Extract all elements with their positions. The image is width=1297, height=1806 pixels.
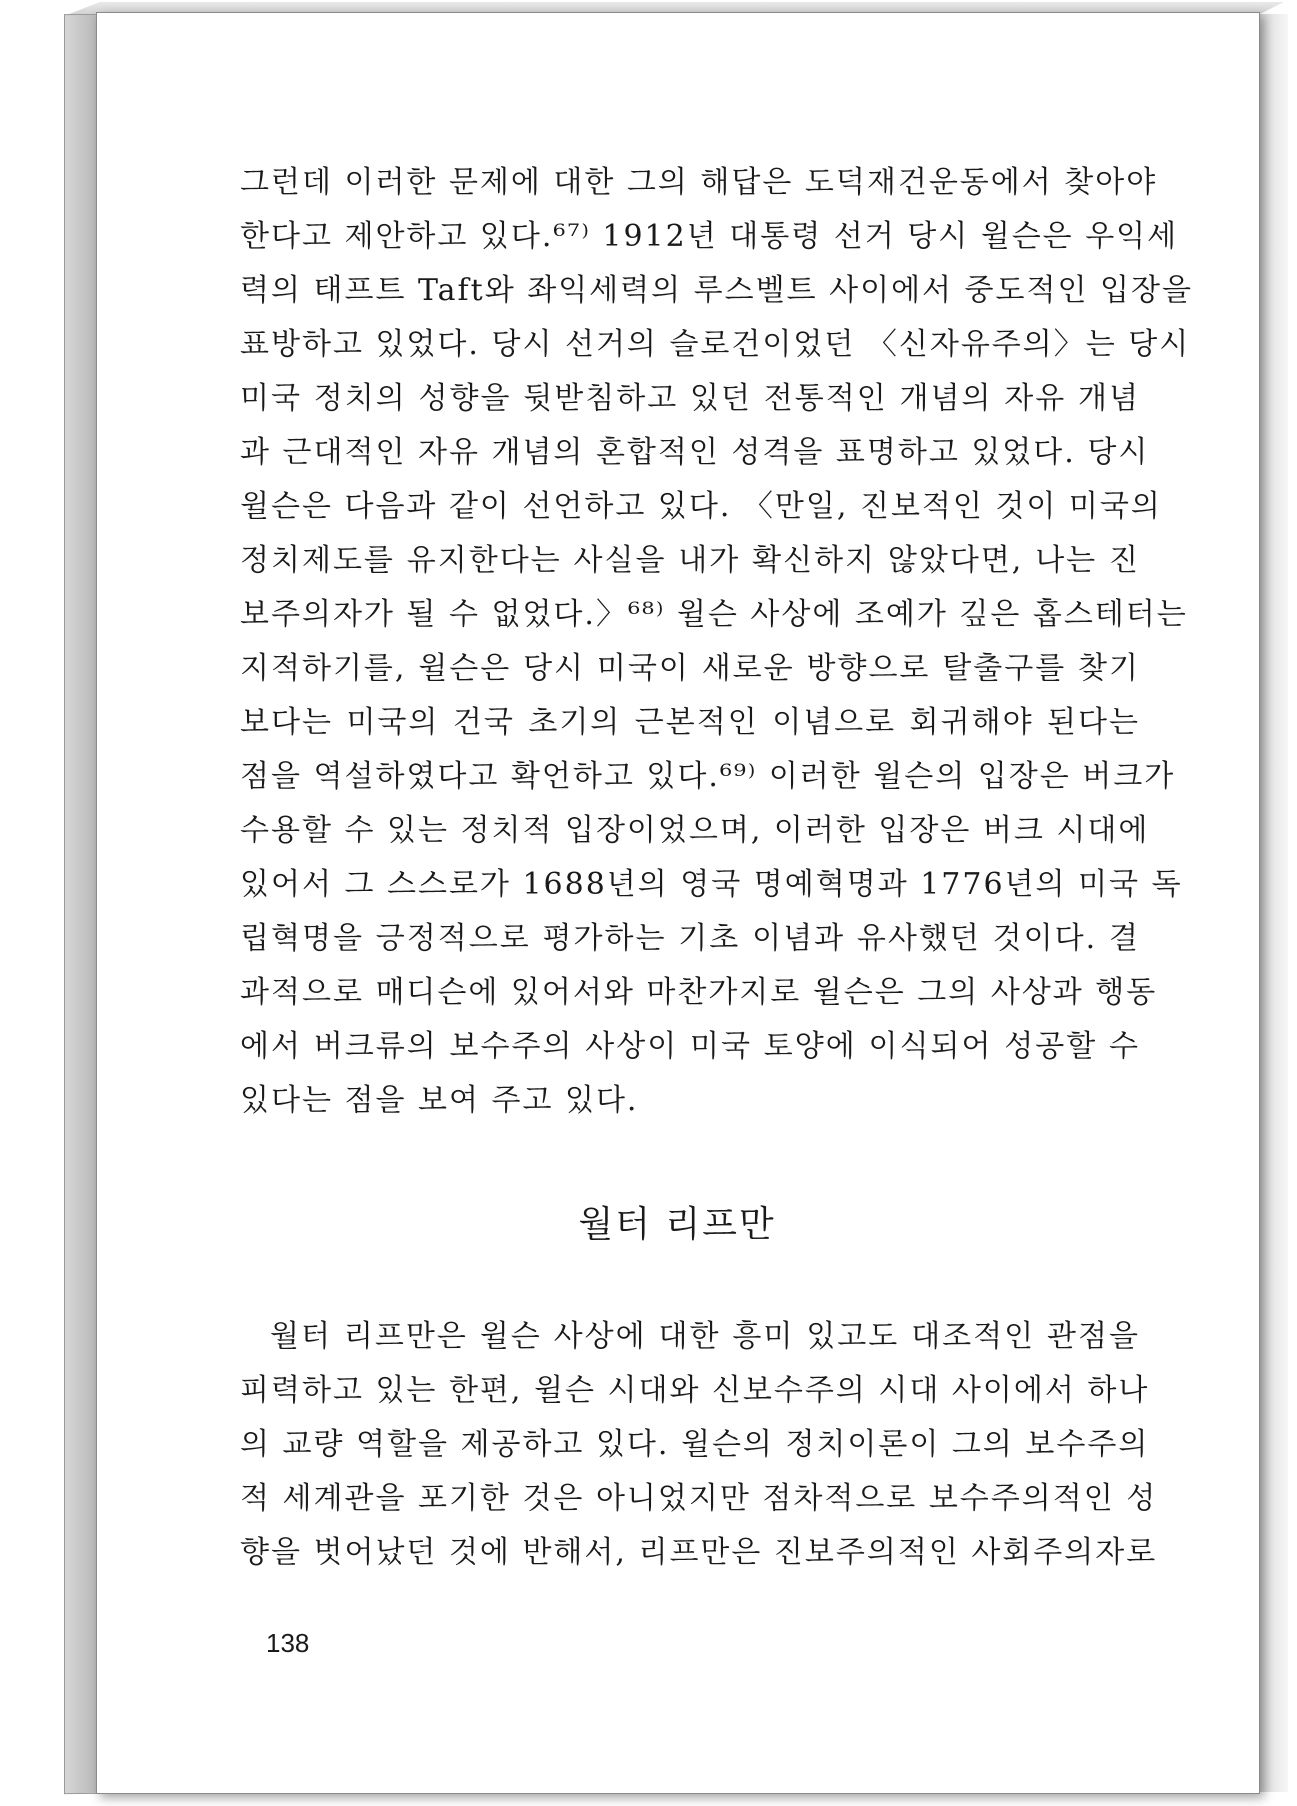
text-line: 과적으로 매디슨에 있어서와 마찬가지로 윌슨은 그의 사상과 행동 — [240, 975, 1158, 1010]
text-line: 피력하고 있는 한편, 윌슨 시대와 신보수주의 시대 사이에서 하나 — [240, 1373, 1150, 1408]
paragraph-1 — [240, 156, 1193, 1128]
text-line: 력의 태프트 Taft와 좌익세력의 루스벨트 사이에서 중도적인 입장을 — [240, 273, 1193, 308]
text-line: 윌슨은 다음과 같이 선언하고 있다. 〈만일, 진보적인 것이 미국의 — [240, 489, 1162, 524]
page-edge-shadow — [1258, 14, 1288, 1792]
text-line: 점을 역설하였다고 확언하고 있다.⁶⁹⁾ 이러한 윌슨의 입장은 버크가 — [240, 759, 1176, 794]
text-line: 미국 정치의 성향을 뒷받침하고 있던 전통적인 개념의 자유 개념 — [240, 381, 1140, 416]
page-number: 138 — [266, 1628, 310, 1658]
text-line: 과 근대적인 자유 개념의 혼합적인 성격을 표명하고 있었다. 당시 — [240, 435, 1150, 470]
text-line: 수용할 수 있는 정치적 입장이었으며, 이러한 입장은 버크 시대에 — [240, 813, 1150, 848]
text-line: 의 교량 역할을 제공하고 있다. 윌슨의 정치이론이 그의 보수주의 — [240, 1427, 1150, 1462]
section-heading: 월터 리프만 — [578, 1204, 776, 1245]
text-line: 한다고 제안하고 있다.⁶⁷⁾ 1912년 대통령 선거 당시 윌슨은 우익세 — [240, 219, 1179, 254]
text-line: 향을 벗어났던 것에 반해서, 리프만은 진보주의적인 사회주의자로 — [240, 1535, 1158, 1570]
book-spine — [64, 14, 99, 1794]
text-line: 월터 리프만은 윌슨 사상에 대한 흥미 있고도 대조적인 관점을 — [270, 1319, 1140, 1354]
text-line: 적 세계관을 포기한 것은 아니었지만 점차적으로 보수주의적인 성 — [240, 1481, 1158, 1516]
text-line: 보주의자가 될 수 없었다.〉⁶⁸⁾ 윌슨 사상에 조예가 깊은 홉스테터는 — [240, 597, 1188, 632]
text-line: 있다는 점을 보여 주고 있다. — [240, 1083, 639, 1118]
text-line: 있어서 그 스스로가 1688년의 영국 명예혁명과 1776년의 미국 독 — [240, 867, 1183, 902]
paragraph-2 — [240, 1310, 1158, 1580]
text-line: 정치제도를 유지한다는 사실을 내가 확신하지 않았다면, 나는 진 — [240, 543, 1140, 578]
text-line: 에서 버크류의 보수주의 사상이 미국 토양에 이식되어 성공할 수 — [240, 1029, 1140, 1064]
text-line: 지적하기를, 윌슨은 당시 미국이 새로운 방향으로 탈출구를 찾기 — [240, 651, 1140, 686]
text-line: 그런데 이러한 문제에 대한 그의 해답은 도덕재건운동에서 찾아야 — [240, 165, 1158, 200]
text-line: 보다는 미국의 건국 초기의 근본적인 이념으로 회귀해야 된다는 — [240, 705, 1140, 740]
text-line: 표방하고 있었다. 당시 선거의 슬로건이었던 〈신자유주의〉는 당시 — [240, 327, 1191, 362]
text-line: 립혁명을 긍정적으로 평가하는 기초 이념과 유사했던 것이다. 결 — [240, 921, 1140, 956]
